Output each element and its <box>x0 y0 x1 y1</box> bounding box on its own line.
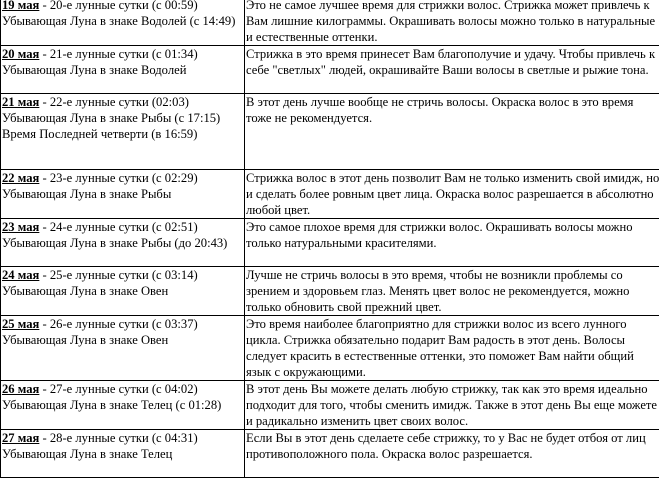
table-row-4 <box>1 170 659 219</box>
lunar-day-text: - 20-е лунные сутки (с 00:59) <box>39 0 197 12</box>
date-label: 25 мая <box>2 317 39 331</box>
moon-sign-text: Убывающая Луна в знаке Водолей (с 14:49) <box>2 13 242 29</box>
description-text: Это самое плохое время для стрижки волос. Окрашивать волосы можно только натуральными красителями. <box>246 219 659 251</box>
table-row-2 <box>1 46 659 94</box>
table-body <box>1 0 659 478</box>
moon-sign-text: Убывающая Луна в знаке Овен <box>2 332 242 348</box>
moon-sign-text: Убывающая Луна в знаке Рыбы <box>2 186 242 202</box>
date-cell <box>1 94 245 170</box>
description-cell <box>245 46 659 94</box>
lunar-day-text: - 28-е лунные сутки (с 04:31) <box>39 431 197 445</box>
moon-phase-text: Время Последней четверти (в 16:59) <box>2 126 242 142</box>
lunar-day-text: - 24-е лунные сутки (с 02:51) <box>39 220 197 234</box>
lunar-day-text: - 27-е лунные сутки (с 04:02) <box>39 382 197 396</box>
table-row-8 <box>1 381 659 430</box>
date-label: 27 мая <box>2 431 39 445</box>
description-text: Это не самое лучшее время для стрижки волос. Стрижка может привлечь к Вам лишние килограммы. Окрашивать волосы можно только в натуральные и естественные оттенки. <box>246 0 659 45</box>
moon-sign-text: Убывающая Луна в знаке Рыбы (с 17:15) <box>2 110 242 126</box>
moon-sign-text: Убывающая Луна в знаке Телец <box>2 446 242 462</box>
description-text: Лучше не стричь волосы в это время, чтобы не возникли проблемы со зрением и здоровьем глаз. Менять цвет волос не рекомендуется, можно только обновить свой прежний цвет. <box>246 267 659 315</box>
date-cell <box>1 381 245 430</box>
table-row-3 <box>1 94 659 170</box>
description-cell <box>245 316 659 381</box>
date-cell <box>1 267 245 316</box>
description-cell <box>245 430 659 478</box>
date-cell <box>1 316 245 381</box>
lunar-day-text: - 25-е лунные сутки (с 03:14) <box>39 268 197 282</box>
date-line <box>2 430 242 446</box>
description-cell <box>245 170 659 219</box>
date-line <box>2 267 242 283</box>
date-label: 23 мая <box>2 220 39 234</box>
description-cell <box>245 0 659 46</box>
moon-sign-text: Убывающая Луна в знаке Рыбы (до 20:43) <box>2 235 242 251</box>
description-text: В этот день Вы можете делать любую стрижку, так как это время идеально подходит для того, чтобы сменить имидж. Также в этот день Вы еще можете и радикально изменить цвет своих волос. <box>246 381 659 429</box>
date-label: 26 мая <box>2 382 39 396</box>
date-line <box>2 46 242 62</box>
table-row-7 <box>1 316 659 381</box>
description-text: Это время наиболее благоприятно для стрижки волос из всего лунного цикла. Стрижка обязательно подарит Вам радость в этот день. Волосы следует красить в естественные оттенки, это поможет Вам найти общий язык с окружающими. <box>246 316 659 380</box>
table-row-9 <box>1 430 659 478</box>
date-cell <box>1 430 245 478</box>
description-text: В этот день лучше вообще не стричь волосы. Окраска волос в это время тоже не рекомендуется. <box>246 94 659 126</box>
table-row-1 <box>1 0 659 46</box>
date-label: 21 мая <box>2 95 39 109</box>
moon-sign-text: Убывающая Луна в знаке Водолей <box>2 62 242 78</box>
date-line <box>2 219 242 235</box>
moon-sign-text: Убывающая Луна в знаке Овен <box>2 283 242 299</box>
table-row-5 <box>1 219 659 267</box>
lunar-day-text: - 23-е лунные сутки (с 02:29) <box>39 171 197 185</box>
description-text: Стрижка в это время принесет Вам благополучие и удачу. Чтобы привлечь к себе "светлых" людей, окрашивайте Ваши волосы в светлые и рыжие тона. <box>246 46 659 78</box>
date-cell <box>1 46 245 94</box>
description-cell <box>245 94 659 170</box>
date-label: 24 мая <box>2 268 39 282</box>
date-line <box>2 170 242 186</box>
date-label: 20 мая <box>2 47 39 61</box>
date-label: 22 мая <box>2 171 39 185</box>
moon-sign-text: Убывающая Луна в знаке Телец (с 01:28) <box>2 397 242 413</box>
description-cell <box>245 267 659 316</box>
lunar-day-text: - 26-е лунные сутки (с 03:37) <box>39 317 197 331</box>
date-cell <box>1 0 245 46</box>
date-cell <box>1 170 245 219</box>
description-text: Если Вы в этот день сделаете себе стрижку, то у Вас не будет отбоя от лиц противоположного пола. Окраска волос разрешается. <box>246 430 659 462</box>
lunar-day-text: - 21-е лунные сутки (с 01:34) <box>39 47 197 61</box>
lunar-day-text: - 22-е лунные сутки (02:03) <box>39 95 189 109</box>
date-line <box>2 0 242 13</box>
description-cell <box>245 381 659 430</box>
date-line <box>2 381 242 397</box>
description-cell <box>245 219 659 267</box>
date-line <box>2 94 242 110</box>
table-row-6 <box>1 267 659 316</box>
date-label: 19 мая <box>2 0 39 12</box>
date-line <box>2 316 242 332</box>
description-text: Стрижка волос в этот день позволит Вам не только изменить свой имидж, но и сделать более ровным цвет лица. Окраска волос разрешается в абсолютно любой цвет. <box>246 170 659 218</box>
date-cell <box>1 219 245 267</box>
